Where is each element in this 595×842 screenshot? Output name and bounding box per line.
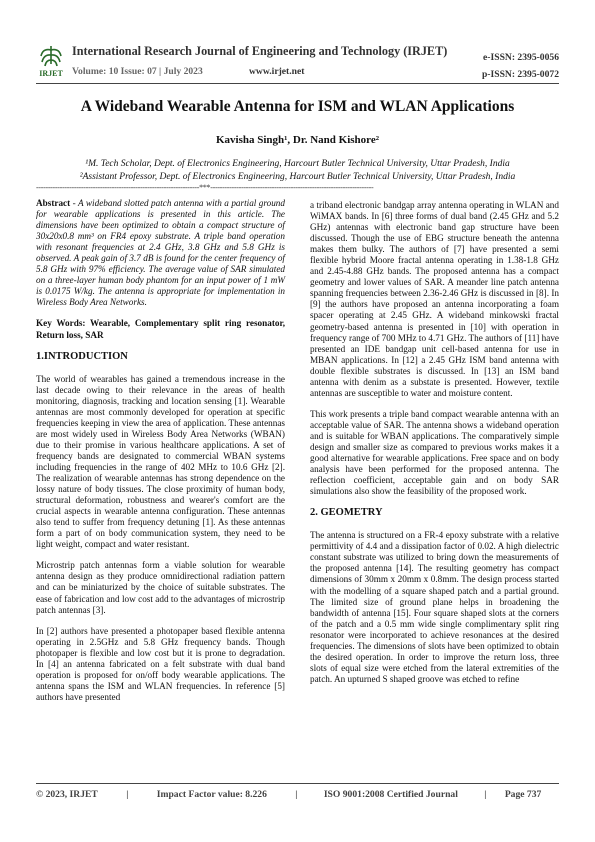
left-column [36, 198, 285, 713]
journal-header [36, 42, 559, 82]
keywords [36, 318, 285, 340]
footer-copyright: © 2023, IRJET [36, 789, 98, 800]
volume-issue: Volume: 10 Issue: 07 | July 2023 [72, 66, 203, 77]
header-rule [36, 83, 559, 84]
footer-impact-factor: Impact Factor value: 8.226 [156, 789, 267, 800]
page-number: Page 737 [504, 789, 542, 800]
paper-authors: Kavisha Singh¹, Dr. Nand Kishore² [215, 134, 380, 146]
keywords-label: Key Words: [36, 318, 86, 329]
abstract [36, 198, 285, 308]
p-issn: p-ISSN: 2395-0072 [481, 69, 559, 80]
right-paragraph-1: a triband electronic bandgap array antenna operating in WLAN and WiMAX bands. In [6] three forms of dual band (2.45 GHz and 5.2 GHz) antennas with electronic band gap structure have been discussed. Though the use of EBG structure beneath the antenna makes them bulky. The authors of [7] have presented a semi flexible hybrid Moore fractal antenna operating in 1.38-1.8 GHz and 2.45-4.88 GHz bands. The proposed antenna has a compact geometry and lower values of SAR. A meander line patch antenna spanning frequencies between 2.36-2.46 GHz is discussed in [8]. In [9] the authors have proposed an antenna incorporating a foam spacer operating at 2.45 GHz. A wideband minkowski fractal geometry-based antenna is presented in [10] with operation in frequency range of 700 MHz to 4.71 GHz. The authors of [11] have presented an IDE bandgap unit cell-based antenna for use in MBAN applications. In [12] a 2.45 GHz ISM band antenna with double flexible substrates is discussed. In [13] an ISM band antenna with denim as a substate is presented. However, textile antennas are susceptible to water and moisture content. [310, 200, 560, 398]
e-issn: e-ISSN: 2395-0056 [483, 52, 559, 63]
footer-separator: | [126, 789, 129, 800]
footer-separator: | [484, 789, 487, 800]
affiliation-2: ²Assistant Professor, Dept. of Electronics Engineering, Harcourt Butler Technical University, Uttar Pradesh, India [79, 172, 516, 182]
footer-iso: ISO 9001:2008 Certified Journal [323, 789, 458, 800]
abstract-label: Abstract [36, 198, 71, 208]
keywords-text: Wearable, Complementary split ring resonator, Return loss, SAR [36, 318, 286, 340]
journal-name: International Research Journal of Engineering and Technology (IRJET) [72, 44, 448, 58]
intro-heading: 1.INTRODUCTION [36, 350, 128, 362]
affiliation-1: ¹M. Tech Scholar, Dept. of Electronics Engineering, Harcourt Butler Technical University, Uttar Pradesh, India [85, 159, 510, 169]
intro-paragraph-2: Microstrip patch antennas form a viable solution for wearable antenna design as they produce omnidirectional radiation pattern and can be miniaturized by the choice of suitable substrates. The ease of fabrication and low cost add to the advantages of microstrip patch antennas [3]. [36, 560, 285, 615]
geometry-paragraph-1: The antenna is structured on a FR-4 epoxy substrate with a relative permittivity of 4.4 and a dissipation factor of 0.02. A high dielectric constant substrate was utilized to bring down the measurements of the proposed antenna [14]. The resulting geometry has compact dimensions of 30mm x 20mm x 0.8mm. The design process started with the modelling of a square shaped patch and a partial ground. The limited size of ground plane helps in broadening the bandwidth of antenna [15]. Four square shaped slots at the corners of the patch and a 0.5 mm wide single complimentary split ring resonator were incorporated to achieve resonances at the desired frequencies. The dimensions of slots have been optimized to obtain the desired operation. In order to improve the return loss, three slots of equal size were etched from the lateral extremities of the patch. An upturned S shaped groove was etched to refine [310, 530, 559, 684]
footer-separator: | [295, 789, 298, 800]
geometry-heading: 2. GEOMETRY [310, 507, 383, 519]
issn-block [482, 49, 559, 83]
abstract-text: - A wideband slotted patch antenna with a partial ground for wearable applications is presented in this article. The dimensions have been optimized to obtain a compact structure of 30x20x0.8 mm³ on FR4 epoxy substrate. A triple band operation with resonant frequencies at 2.4 GHz, 3.8 GHz and 5.8 GHz is observed. A peak gain of 3.7 dB is found for the center frequency of 5.8 GHz with 97% efficiency. The average value of SAR simulated on a three-layer human body phantom for an input power of 1 mW is 0.0175 W/kg. The antenna is appropriate for implementation in Wireless Body Area Networks. [36, 198, 285, 308]
journal-website[interactable]: www.irjet.net [249, 66, 305, 77]
intro-paragraph-1: The world of wearables has gained a tremendous increase in the last decade owing to their relevance in the areas of health monitoring, diagnosis, tracking and location sensing [1]. Wearable antennas are most commonly developed for operation at specific frequencies keeping in view the area of application. These antennas are most widely used in Wireless Body Area Networks (WBAN) due to their promise in various healthcare applications. A set of frequency bands are designated to commercial WBAN systems including frequencies in the range of 402 MHz to 10.6 GHz [2]. The realization of wearable antennas has strong dependence on the lossy nature of body tissues. The close proximity of human body, structural deformation, robustness and wearer's comfort are the crucial aspects in wearable antenna configuration. These antennas also tend to suffer from frequency detuning [1]. As these antennas form a part of on body communication system, they need to be light weight, compact and water resistant. [36, 373, 285, 550]
page-footer [36, 789, 559, 800]
intro-paragraph-3: In [2] authors have presented a photopaper based flexible antenna operating in 2.5GHz and 5.8 GHz frequency bands. Though photopaper is flexible and low cost but it is prone to degradation. In [4] an antenna fabricated on a felt substrate with dual band operation is proposed for on/off body wearable applications. The antenna spans the ISM and WLAN frequencies. In reference [5] authors have presented [36, 625, 285, 702]
section-divider: ---------------------------------------------------------------------***--------------------------------------------------------------------- [36, 183, 374, 192]
irjet-logo [36, 42, 66, 80]
right-column [310, 200, 559, 695]
footer-rule [36, 783, 559, 784]
svg-text:IRJET: IRJET [39, 69, 63, 78]
paper-title: A Wideband Wearable Antenna for ISM and WLAN Applications [80, 98, 515, 115]
right-paragraph-2: This work presents a triple band compact wearable antenna with an acceptable value of SAR. The antenna shows a wideband operation and is suitable for WBAN applications. The comparatively simple design and smaller size as compared to previous works makes it a good alternative for wearable applications. Free space and on body analysis have been performed for the proposed antenna. The reflection coefficient, acceptable gain and on body SAR simulations also show the feasibility of the proposed work. [310, 408, 559, 497]
